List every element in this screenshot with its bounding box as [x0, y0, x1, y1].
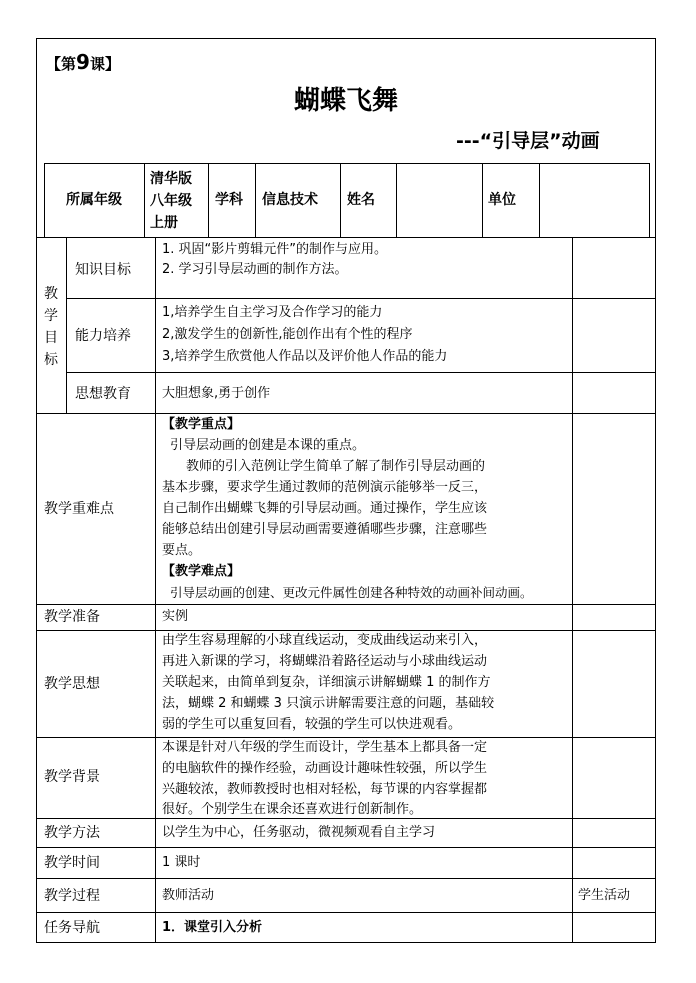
grade-value-line-1: 清华版 — [150, 171, 192, 187]
grade-value-line-2: 八年级 — [150, 193, 192, 209]
task-nav-label: 任务导航 — [44, 920, 100, 936]
key-point-line-1: 引导层动画的创建是本课的重点。 — [170, 438, 366, 453]
objectives-label-char-3: 目 — [44, 330, 58, 346]
lesson-suffix: 课】 — [89, 55, 120, 73]
key-points-label: 教学重难点 — [44, 501, 114, 517]
method-label: 教学方法 — [44, 825, 100, 841]
knowledge-goal-line-1: 1. 巩固“影片剪辑元件”的制作与应用。 — [162, 242, 388, 257]
ability-goal-label: 能力培养 — [75, 328, 131, 344]
thought-goal-text: 大胆想象,勇于创作 — [162, 386, 271, 401]
thinking-label: 教学思想 — [44, 676, 100, 692]
key-point-line-4: 自己制作出蝴蝶飞舞的引导层动画。通过操作，学生应该 — [162, 501, 488, 516]
page-title: 蝴蝶飞舞 — [293, 86, 398, 116]
knowledge-goal-line-2: 2. 学习引导层动画的制作方法。 — [162, 262, 348, 277]
subject-label: 学科 — [215, 192, 243, 208]
objectives-group-label — [36, 283, 66, 371]
difficulty-text: 引导层动画的创建、更改元件属性创建各种特效的动画补间动画。 — [170, 585, 533, 600]
time-text: 1 课时 — [162, 855, 201, 870]
lesson-number: 9 — [76, 50, 90, 74]
preparation-text: 实例 — [162, 609, 189, 624]
key-point-heading: 【教学重点】 — [162, 417, 241, 432]
difficulty-heading: 【教学难点】 — [162, 564, 241, 579]
process-label: 教学过程 — [44, 888, 100, 904]
thinking-line-2: 再进入新课的学习，将蝴蝶沿着路径运动与小球曲线运动 — [162, 654, 488, 669]
objectives-label-char-2: 学 — [44, 308, 58, 324]
ability-goal-line-2: 2,激发学生的创新性,能创作出有个性的程序 — [162, 327, 413, 342]
background-line-2: 的电脑软件的操作经验，动画设计趣味性较强，所以学生 — [162, 761, 488, 776]
name-label: 姓名 — [347, 192, 375, 208]
thinking-line-4: 法，蝴蝶 2 和蝴蝶 3 只演示讲解需要注意的问题，基础较 — [162, 696, 495, 711]
objectives-label-char-4: 标 — [44, 352, 58, 368]
preparation-label: 教学准备 — [44, 609, 100, 625]
thought-goal-label: 思想教育 — [75, 386, 131, 402]
objectives-label-char-1: 教 — [44, 286, 58, 302]
unit-label: 单位 — [488, 192, 516, 208]
knowledge-goal-label: 知识目标 — [75, 262, 131, 278]
thinking-line-5: 弱的学生可以重复回看，较强的学生可以快进观看。 — [162, 717, 462, 732]
ability-goal-line-3: 3,培养学生欣赏他人作品以及评价他人作品的能力 — [162, 349, 448, 364]
method-text: 以学生为中心，任务驱动，微视频观看自主学习 — [162, 825, 436, 840]
lesson-number-label — [46, 50, 120, 74]
background-label: 教学背景 — [44, 769, 100, 785]
thinking-line-3: 关联起来，由简单到复杂，详细演示讲解蝴蝶 1 的制作方 — [162, 675, 491, 690]
key-point-line-2: 教师的引入范例让学生简单了解了制作引导层动画的 — [186, 459, 486, 474]
grade-label: 所属年级 — [66, 192, 122, 208]
student-activity-header: 学生活动 — [578, 888, 631, 903]
lesson-prefix: 【第 — [46, 55, 77, 73]
time-label: 教学时间 — [44, 855, 100, 871]
page-subtitle: ---“引导层”动画 — [456, 130, 600, 152]
background-line-3: 兴趣较浓，教师教授时也相对轻松，每节课的内容掌握都 — [162, 782, 488, 797]
key-point-line-5: 能够总结出创建引导层动画需要遵循哪些步骤，注意哪些 — [162, 522, 488, 537]
ability-goal-line-1: 1,培养学生自主学习及合作学习的能力 — [162, 305, 383, 320]
task-nav-text: 1．课堂引入分析 — [162, 920, 263, 935]
subject-value: 信息技术 — [262, 192, 318, 208]
key-point-line-3: 基本步骤，要求学生通过教师的范例演示能够举一反三， — [162, 480, 488, 495]
thinking-line-1: 由学生容易理解的小球直线运动，变成曲线运动来引入， — [162, 633, 488, 648]
teacher-activity-header: 教师活动 — [162, 888, 215, 903]
background-line-4: 很好。个别学生在课余还喜欢进行创新制作。 — [162, 802, 423, 817]
key-point-line-6: 要点。 — [162, 543, 202, 558]
background-line-1: 本课是针对八年级的学生而设计，学生基本上都具备一定 — [162, 740, 488, 755]
grade-value-line-3: 上册 — [150, 215, 178, 231]
